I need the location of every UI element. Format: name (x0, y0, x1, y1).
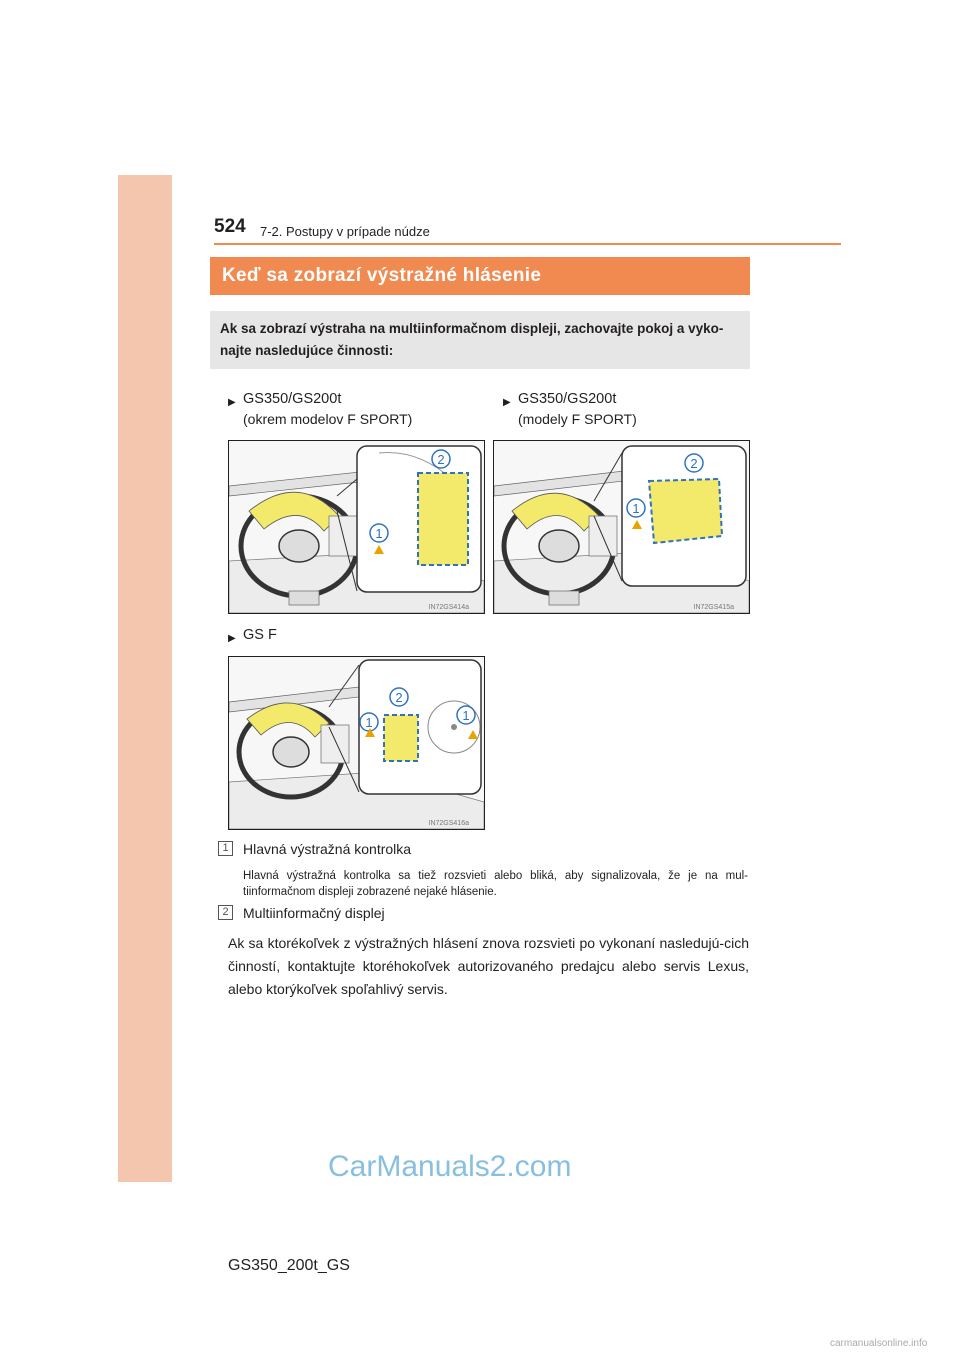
figure-code: IN72GS414a (428, 604, 469, 611)
footer-model-code: GS350_200t_GS (228, 1257, 350, 1274)
figure-dashboard-2 (493, 440, 750, 614)
watermark-bottom: carmanualsonline.info (830, 1338, 928, 1349)
dashboard-illustration (494, 441, 749, 613)
header-rule (214, 243, 841, 245)
triangle-bullet-icon: ▶ (503, 397, 511, 408)
triangle-bullet-icon: ▶ (228, 397, 236, 408)
callout-2: 2 (437, 452, 445, 467)
legend-label-2: Multiinformačný displej (243, 905, 385, 921)
page-title: Keď sa zobrazí výstražné hlásenie (210, 257, 750, 295)
variant-label-1 (228, 389, 412, 429)
dashboard-illustration (229, 657, 484, 829)
figure-code: IN72GS415a (693, 604, 734, 611)
variant-name: GS F (243, 627, 277, 643)
intro-box: Ak sa zobrazí výstraha na multiinformačnom displeji, zachovajte pokoj a vyko-najte nasledujúce činnosti: (210, 311, 750, 369)
variant-label-2 (503, 389, 637, 429)
legend-badge-1: 1 (218, 841, 233, 856)
legend-desc-1: Hlavná výstražná kontrolka sa tiež rozsvieti alebo bliká, aby signalizovala, že je na mul-tiinformačnom displeji zobrazené nejaké hlásenie. (243, 870, 748, 898)
section-title: 7-2. Postupy v prípade núdze (260, 224, 430, 239)
body-paragraph: Ak sa ktorékoľvek z výstražných hlásení znova rozsvieti po vykonaní nasledujú-cich činností, kontaktujte ktoréhokoľvek autorizovaného predajcu alebo servis Lexus, alebo ktorýkoľvek spoľahlivý servis. (228, 935, 749, 997)
variant-name: GS350/GS200t (243, 391, 342, 407)
variant-name: GS350/GS200t (518, 391, 617, 407)
figure-dashboard-3 (228, 656, 485, 830)
legend-label-1: Hlavná výstražná kontrolka (243, 841, 412, 857)
variant-sub: (modely F SPORT) (518, 411, 637, 427)
triangle-bullet-icon: ▶ (228, 633, 236, 644)
watermark: CarManuals2.com (328, 1150, 572, 1183)
side-band (118, 175, 172, 1182)
callout-2: 2 (690, 456, 698, 471)
legend-badge-2: 2 (218, 905, 233, 920)
variant-sub: (okrem modelov F SPORT) (243, 411, 413, 427)
page-number: 524 (214, 216, 246, 237)
callout-1: 1 (375, 526, 383, 541)
figure-dashboard-1 (228, 440, 485, 614)
variant-label-3 (228, 625, 277, 645)
dashboard-illustration (229, 441, 484, 613)
figure-code: IN72GS416a (428, 820, 469, 827)
callout-1: 1 (365, 715, 373, 730)
callout-1: 1 (632, 501, 640, 516)
callout-1: 1 (462, 708, 470, 723)
callout-2: 2 (395, 690, 403, 705)
